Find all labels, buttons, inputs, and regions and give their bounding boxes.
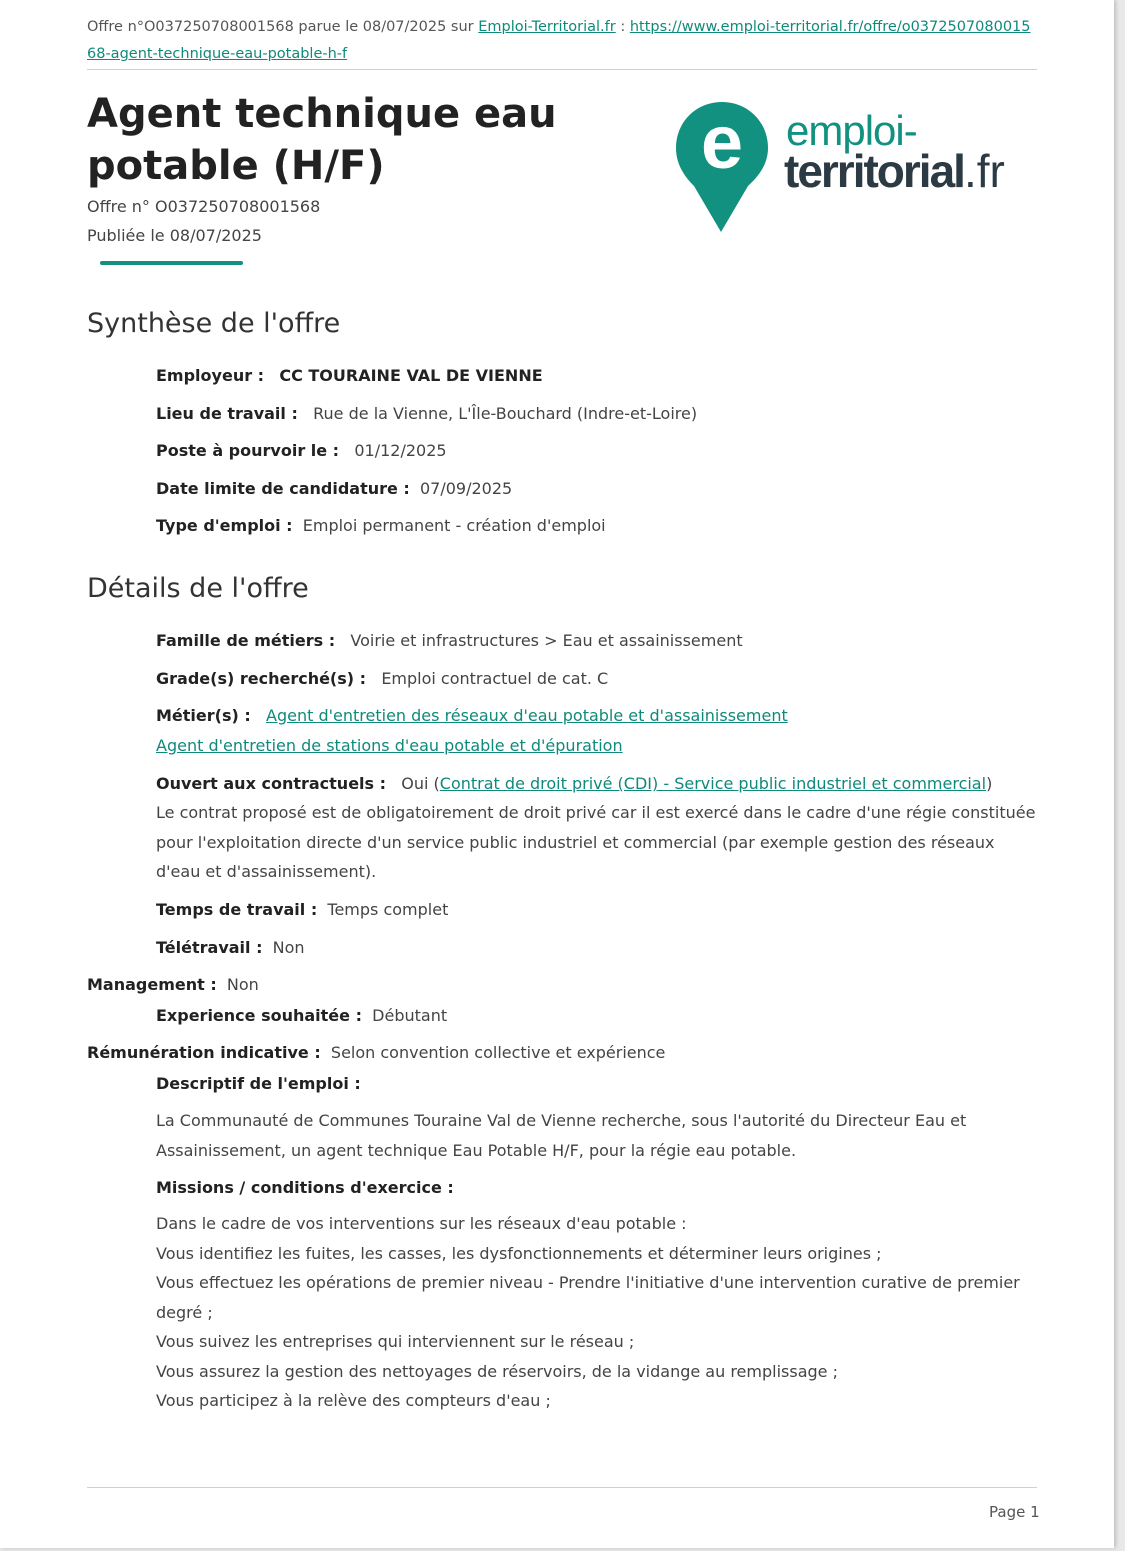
header-divider — [87, 69, 1037, 70]
deadline-value: 07/09/2025 — [420, 479, 513, 498]
missions-label: Missions / conditions d'exercice : — [156, 1178, 454, 1197]
management-label: Management : — [87, 975, 217, 994]
salary-row — [87, 1043, 665, 1062]
location-pin-icon — [672, 98, 772, 238]
page-number: Page 1 — [989, 1503, 1040, 1521]
metier-label: Métier(s) : — [156, 706, 251, 725]
metier-link-reseaux[interactable]: Agent d'entretien des réseaux d'eau potable et d'assainissement — [266, 706, 788, 725]
metier-row — [156, 706, 788, 725]
page-title: Agent technique eau potable (H/F) — [87, 91, 557, 189]
post-row — [156, 441, 447, 460]
deadline-label: Date limite de candidature : — [156, 479, 410, 498]
published-date: Publiée le 08/07/2025 — [87, 226, 262, 245]
details-heading: Détails de l'offre — [87, 573, 309, 604]
contract-type-link[interactable]: Contrat de droit privé (CDI) - Service public industriel et commercial — [439, 774, 987, 793]
mission-item: Vous assurez la gestion des nettoyages de réservoirs, de la vidange au remplissage ; — [156, 1361, 838, 1381]
post-label: Poste à pourvoir le : — [156, 441, 340, 460]
header-note — [87, 14, 1037, 68]
salary-label: Rémunération indicative : — [87, 1043, 321, 1062]
contract-row — [156, 774, 992, 793]
employer-value: CC TOURAINE VAL DE VIENNE — [279, 366, 543, 385]
offer-number: Offre n° O037250708001568 — [87, 197, 321, 216]
grade-label: Grade(s) recherché(s) : — [156, 669, 367, 688]
time-value: Temps complet — [327, 900, 449, 919]
mission-item: Vous identifiez les fuites, les casses, les dysfonctionnements et déterminer leurs origines ; — [156, 1243, 882, 1263]
missions-heading-row — [156, 1178, 454, 1197]
missions-list — [156, 1209, 1041, 1416]
remote-row — [156, 938, 305, 957]
mission-item: Vous effectuez les opérations de premier niveau - Prendre l'initiative d'une intervention curative de premier degré ; — [156, 1273, 1020, 1322]
type-value: Emploi permanent - création d'emploi — [302, 516, 606, 535]
footer-divider — [87, 1487, 1037, 1488]
family-row — [156, 631, 743, 650]
mission-item: Vous suivez les entreprises qui interviennent sur le réseau ; — [156, 1332, 635, 1351]
offer-url-link[interactable]: https://www.emploi-territorial.fr/offre/o037250708001568-agent-technique-eau-potable-h-f — [87, 19, 1031, 62]
site-link[interactable]: Emploi-Territorial.fr — [478, 19, 616, 35]
mission-item: Dans le cadre de vos interventions sur les réseaux d'eau potable : — [156, 1214, 687, 1233]
grade-value: Emploi contractuel de cat. C — [381, 669, 609, 688]
salary-value: Selon convention collective et expérience — [330, 1043, 666, 1062]
family-label: Famille de métiers : — [156, 631, 336, 650]
place-label: Lieu de travail : — [156, 404, 298, 423]
contract-value-post: ) — [986, 774, 993, 793]
experience-row — [156, 1006, 447, 1025]
experience-label: Experience souhaitée : — [156, 1006, 362, 1025]
descriptif-text: La Communauté de Communes Touraine Val de Vienne recherche, sous l'autorité du Directeur Eau et Assainissement, un agent technique Eau Potable H/F, pour la régie eau potable. — [156, 1111, 967, 1160]
descriptif-label: Descriptif de l'emploi : — [156, 1074, 361, 1093]
mission-item: Vous participez à la relève des compteurs d'eau ; — [156, 1391, 551, 1410]
management-row — [87, 975, 259, 994]
contract-description: Le contrat proposé est de obligatoirement de droit privé car il est exercé dans le cadre d'une régie constituée pour l'exploitation directe d'un service public industriel et commercial (par exemple gestion des réseaux d'eau et d'assainissement). — [156, 803, 1036, 881]
time-label: Temps de travail : — [156, 900, 318, 919]
employer-row — [156, 366, 543, 385]
experience-value: Débutant — [372, 1006, 448, 1025]
place-row — [156, 404, 697, 423]
remote-value: Non — [272, 938, 305, 957]
employer-label: Employeur : — [156, 366, 265, 385]
grade-row — [156, 669, 608, 688]
contract-value-pre: Oui ( — [401, 774, 440, 793]
title-accent-bar — [100, 261, 243, 265]
contract-label: Ouvert aux contractuels : — [156, 774, 387, 793]
descriptif-heading-row — [156, 1074, 361, 1093]
deadline-row — [156, 479, 512, 498]
logo-text-suffix: .fr — [963, 145, 1005, 197]
metier-link-stations[interactable]: Agent d'entretien de stations d'eau potable et d'épuration — [156, 736, 623, 755]
logo-text-territorial: territorial — [784, 145, 964, 197]
type-row — [156, 516, 606, 535]
management-value: Non — [226, 975, 259, 994]
logo-text-line2 — [784, 146, 1005, 196]
post-value: 01/12/2025 — [354, 441, 447, 460]
family-value: Voirie et infrastructures > Eau et assainissement — [350, 631, 743, 650]
synthese-heading: Synthèse de l'offre — [87, 308, 341, 339]
emploi-territorial-logo — [672, 98, 1032, 238]
header-prefix: Offre n°O037250708001568 parue le 08/07/2025 sur — [87, 19, 479, 35]
remote-label: Télétravail : — [156, 938, 263, 957]
type-label: Type d'emploi : — [156, 516, 293, 535]
time-row — [156, 900, 448, 919]
metier-row-2 — [156, 736, 623, 755]
place-value: Rue de la Vienne, L'Île-Bouchard (Indre-et-Loire) — [313, 404, 698, 423]
logo-letter: e — [700, 100, 744, 185]
logo-text-line1: emploi- — [786, 107, 917, 154]
header-separator: : — [615, 19, 630, 35]
